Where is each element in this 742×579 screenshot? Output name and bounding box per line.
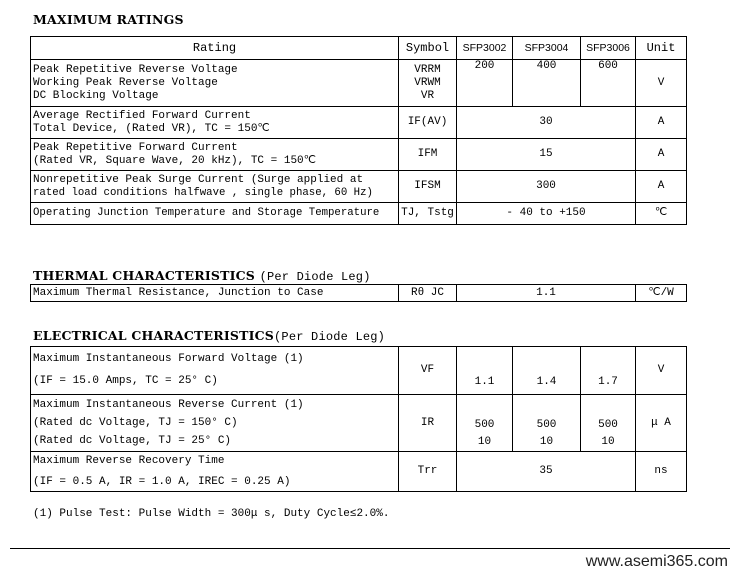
rating-label — [31, 107, 399, 139]
thermal-subtitle: (Per Diode Leg) — [259, 270, 371, 284]
table-row — [31, 395, 687, 452]
symbol-cell: IR — [399, 395, 457, 452]
value-sfp3004 — [513, 395, 581, 452]
header-unit: Unit — [636, 37, 687, 60]
header-sfp3004: SFP3004 — [513, 37, 581, 60]
unit-cell: A — [636, 139, 687, 171]
value-sfp3004: 400 — [513, 60, 581, 107]
max-ratings-table — [30, 36, 687, 225]
rating-label — [31, 171, 399, 203]
header-symbol: Symbol — [399, 37, 457, 60]
electrical-line: (Rated dc Voltage, TJ = 25° C) — [33, 434, 232, 447]
header-sfp3002: SFP3002 — [457, 37, 513, 60]
electrical-line: Maximum Instantaneous Reverse Current (1) — [33, 398, 304, 411]
electrical-line: Maximum Reverse Recovery Time — [33, 454, 225, 467]
electrical-line: (Rated dc Voltage, TJ = 150° C) — [33, 416, 238, 429]
rating-line: (Rated VR, Square Wave, 20 kHz), TC = 150℃ — [33, 154, 316, 167]
rating-line: rated load conditions halfwave , single phase, 60 Hz) — [33, 186, 373, 199]
rating-line: Nonrepetitive Peak Surge Current (Surge applied at — [33, 173, 364, 186]
value-line: 500 — [536, 419, 557, 431]
value-cell: 1.1 — [457, 285, 636, 302]
rating-line: Peak Repetitive Reverse Voltage — [33, 63, 238, 76]
header-sfp3006: SFP3006 — [581, 37, 636, 60]
value-line: 500 — [474, 419, 495, 431]
electrical-title-text: ELECTRICAL CHARACTERISTICS — [33, 328, 275, 343]
unit-cell: A — [636, 171, 687, 203]
value-cell: 300 — [457, 171, 636, 203]
symbol-cell: IF(AV) — [399, 107, 457, 139]
table-row — [31, 107, 687, 139]
symbol-cell: IFM — [399, 139, 457, 171]
table-row — [31, 60, 687, 107]
rating-label — [31, 139, 399, 171]
table-row — [31, 171, 687, 203]
max-ratings-title: MAXIMUM RATINGS — [33, 12, 184, 27]
unit-cell: ℃/W — [636, 285, 687, 302]
table-row — [31, 285, 687, 302]
value-cell: 30 — [457, 107, 636, 139]
electrical-title — [33, 328, 385, 344]
symbol-cell — [399, 60, 457, 107]
unit-cell: ns — [636, 452, 687, 492]
value-line: 10 — [601, 436, 615, 448]
symbol-cell: VF — [399, 347, 457, 395]
symbol-line: VR — [420, 89, 435, 102]
rating-line: Working Peak Reverse Voltage — [33, 76, 218, 89]
header-rating: Rating — [31, 37, 399, 60]
unit-cell: V — [636, 347, 687, 395]
divider — [10, 548, 730, 549]
electrical-label — [31, 347, 399, 395]
table-header-row — [31, 37, 687, 60]
rating-line: Peak Repetitive Forward Current — [33, 141, 238, 154]
thermal-label: Maximum Thermal Resistance, Junction to Case — [31, 285, 399, 302]
value-sfp3002: 1.1 — [457, 347, 513, 395]
value-sfp3006 — [581, 395, 636, 452]
electrical-label — [31, 452, 399, 492]
value-cell: 35 — [457, 452, 636, 492]
value-sfp3002 — [457, 395, 513, 452]
unit-cell: V — [636, 60, 687, 107]
symbol-line: VRRM — [414, 63, 441, 76]
value-line: 500 — [598, 419, 618, 431]
thermal-title — [33, 268, 371, 284]
unit-cell: ℃ — [636, 203, 687, 225]
value-sfp3006: 600 — [581, 60, 636, 107]
symbol-cell: Rθ JC — [399, 285, 457, 302]
table-row — [31, 203, 687, 225]
symbol-cell: TJ, Tstg — [399, 203, 457, 225]
value-cell: 15 — [457, 139, 636, 171]
thermal-table — [30, 284, 687, 302]
thermal-title-text: THERMAL CHARACTERISTICS — [33, 268, 256, 283]
value-line: 10 — [539, 436, 554, 448]
website-url: www.asemi365.com — [585, 553, 728, 570]
value-line: 10 — [477, 436, 492, 448]
value-sfp3006: 1.7 — [581, 347, 636, 395]
unit-cell: μ A — [636, 395, 687, 452]
value-cell: - 40 to +150 — [457, 203, 636, 225]
table-row — [31, 139, 687, 171]
value-sfp3002: 200 — [457, 60, 513, 107]
unit-cell: A — [636, 107, 687, 139]
rating-line: Average Rectified Forward Current — [33, 109, 251, 122]
symbol-cell: Trr — [399, 452, 457, 492]
electrical-subtitle: (Per Diode Leg) — [274, 330, 386, 344]
footnote: (1) Pulse Test: Pulse Width = 300μ s, Duty Cycle≤2.0%. — [33, 508, 390, 520]
electrical-line: (IF = 15.0 Amps, TC = 25° C) — [33, 375, 218, 387]
rating-line: Total Device, (Rated VR), TC = 150℃ — [33, 122, 270, 135]
table-row — [31, 347, 687, 395]
electrical-line: (IF = 0.5 A, IR = 1.0 A, IREC = 0.25 A) — [33, 475, 291, 488]
table-row — [31, 452, 687, 492]
rating-label: Operating Junction Temperature and Storage Temperature — [31, 203, 399, 225]
rating-label — [31, 60, 399, 107]
value-sfp3004: 1.4 — [513, 347, 581, 395]
rating-line: DC Blocking Voltage — [33, 89, 159, 102]
symbol-line: VRWM — [414, 76, 441, 89]
electrical-table — [30, 346, 687, 492]
electrical-line: Maximum Instantaneous Forward Voltage (1) — [33, 353, 304, 365]
symbol-cell: IFSM — [399, 171, 457, 203]
electrical-label — [31, 395, 399, 452]
